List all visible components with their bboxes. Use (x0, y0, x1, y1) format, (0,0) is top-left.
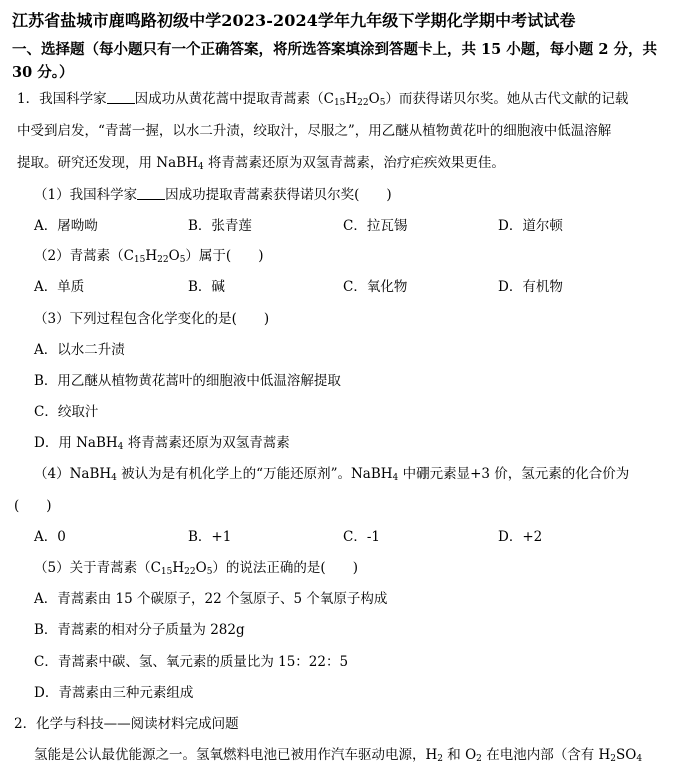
option-b[interactable]: B．青蒿素的相对分子质量为 282g (34, 622, 245, 638)
answer-blank (107, 89, 135, 104)
q2-stem-text: 在电池内部（含有 H (481, 747, 611, 763)
option-b[interactable]: B．碱 (188, 279, 225, 295)
option-c[interactable]: C．青蒿素中碳、氢、氧元素的质量比为 15：22：5 (34, 654, 349, 670)
subscript: 5 (206, 567, 213, 577)
option-d[interactable]: D．青蒿素由三种元素组成 (34, 685, 194, 701)
subscript: 4 (636, 754, 643, 764)
option-c[interactable]: C．氧化物 (343, 279, 408, 295)
option-d-text: 将青蒿素还原为双氢青蒿素 (123, 435, 290, 451)
section-heading: 一、选择题（每小题只有一个正确答案，将所选答案填涂到答题卡上，共 15 小题，每小题 2 分，共 30 分。） (12, 41, 657, 81)
formula-text: H (345, 91, 358, 107)
subscript: 2 (610, 754, 616, 764)
formula-text: H (172, 560, 185, 576)
option-c[interactable]: C．绞取汁 (34, 404, 99, 420)
q1-sub5-text: （5）关于青蒿素（C (34, 560, 161, 576)
subscript: 22 (357, 98, 369, 108)
option-d[interactable]: D．有机物 (498, 279, 563, 295)
q1-sub5-stem (34, 556, 358, 576)
subscript: 2 (476, 754, 482, 764)
subscript: 4 (197, 162, 204, 172)
q2-stem-text: 氢能是公认最优能源之一。氢氧燃料电池已被用作汽车驱动电源，H (34, 747, 438, 763)
q1-stem-text: 1．我国科学家 (17, 91, 107, 107)
q1-sub1-text: 因成功提取青蒿素获得诺贝尔奖( ) (165, 187, 392, 203)
q1-stem-line-1 (17, 87, 628, 107)
subscript: 15 (160, 567, 173, 577)
q1-sub4-text: 中硼元素显+3 价，氢元素的化合价为 (398, 466, 630, 482)
option-d[interactable]: D．道尔顿 (498, 218, 563, 234)
q1-sub5-text: ）的说法正确的是( ) (212, 560, 358, 576)
subscript: 22 (184, 567, 196, 577)
option-a[interactable]: A．青蒿素由 15 个碳原子，22 个氢原子、5 个氧原子构成 (34, 591, 388, 607)
subscript: 4 (111, 473, 117, 483)
q2-title: 2．化学与科技——阅读材料完成问题 (14, 716, 239, 732)
q1-sub2-text: ）属于( ) (185, 248, 264, 264)
option-d[interactable] (34, 431, 290, 451)
option-a[interactable]: A．0 (34, 529, 66, 545)
q1-stem-line-3 (17, 151, 505, 171)
formula-text: H (145, 248, 158, 264)
q1-stem-line-2: 中受到启发，“青蒿一握，以水二升渍，绞取汁，尽服之”，用乙醚从植物黄花叶的细胞液中低温溶解 (17, 123, 612, 139)
q2-stem-line-1 (34, 743, 642, 763)
option-d[interactable]: D．+2 (498, 529, 543, 545)
q1-sub4-stem (34, 462, 629, 482)
q1-stem-text: 将青蒿素还原为双氢青蒿素，治疗疟疾效果更佳。 (203, 155, 505, 171)
formula-text: O (368, 91, 380, 107)
option-a[interactable]: A．单质 (34, 279, 85, 295)
q1-sub1-stem (34, 183, 392, 203)
exam-title: 江苏省盐城市鹿鸣路初级中学2023-2024学年九年级下学期化学期中考试试卷 (12, 11, 576, 30)
option-b[interactable]: B．用乙醚从植物黄花蒿叶的细胞液中低温溶解提取 (34, 373, 341, 389)
option-c[interactable]: C．拉瓦锡 (343, 218, 408, 234)
answer-blank (137, 185, 165, 200)
q1-stem-text: 提取。研究还发现，用 NaBH (17, 155, 198, 171)
q2-stem-text: 和 O (443, 747, 477, 763)
subscript: 15 (133, 255, 146, 265)
q1-sub2-stem (34, 244, 263, 264)
subscript: 4 (117, 442, 124, 452)
option-b[interactable]: B．张青莲 (188, 218, 252, 234)
subscript: 2 (437, 754, 444, 764)
q1-sub3-stem: （3）下列过程包含化学变化的是( ) (34, 311, 270, 327)
subscript: 5 (379, 98, 386, 108)
q1-stem-text: 因成功从黄花蒿中提取青蒿素（C (134, 91, 334, 107)
option-a[interactable]: A．以水二升渍 (34, 342, 125, 358)
formula-text: SO (616, 747, 637, 763)
q1-sub1-text: （1）我国科学家 (34, 187, 138, 203)
q1-sub4-paren: ( ) (14, 498, 52, 514)
formula-text: O (195, 560, 207, 576)
option-c[interactable]: C．-1 (343, 529, 380, 545)
q1-sub2-text: （2）青蒿素（C (34, 248, 134, 264)
subscript: 4 (392, 473, 399, 483)
q1-sub4-text: 被认为是有机化学上的“万能还原剂”。NaBH (116, 466, 393, 482)
subscript: 15 (333, 98, 346, 108)
q1-sub4-text: （4）NaBH (34, 466, 112, 482)
option-b[interactable]: B．+1 (188, 529, 232, 545)
subscript: 22 (157, 255, 169, 265)
subscript: 5 (179, 255, 186, 265)
q1-stem-text: ）而获得诺贝尔奖。她从古代文献的记载 (385, 91, 629, 107)
formula-text: O (168, 248, 180, 264)
option-d-text: D．用 NaBH (34, 435, 118, 451)
option-a[interactable]: A．屠呦呦 (34, 218, 98, 234)
